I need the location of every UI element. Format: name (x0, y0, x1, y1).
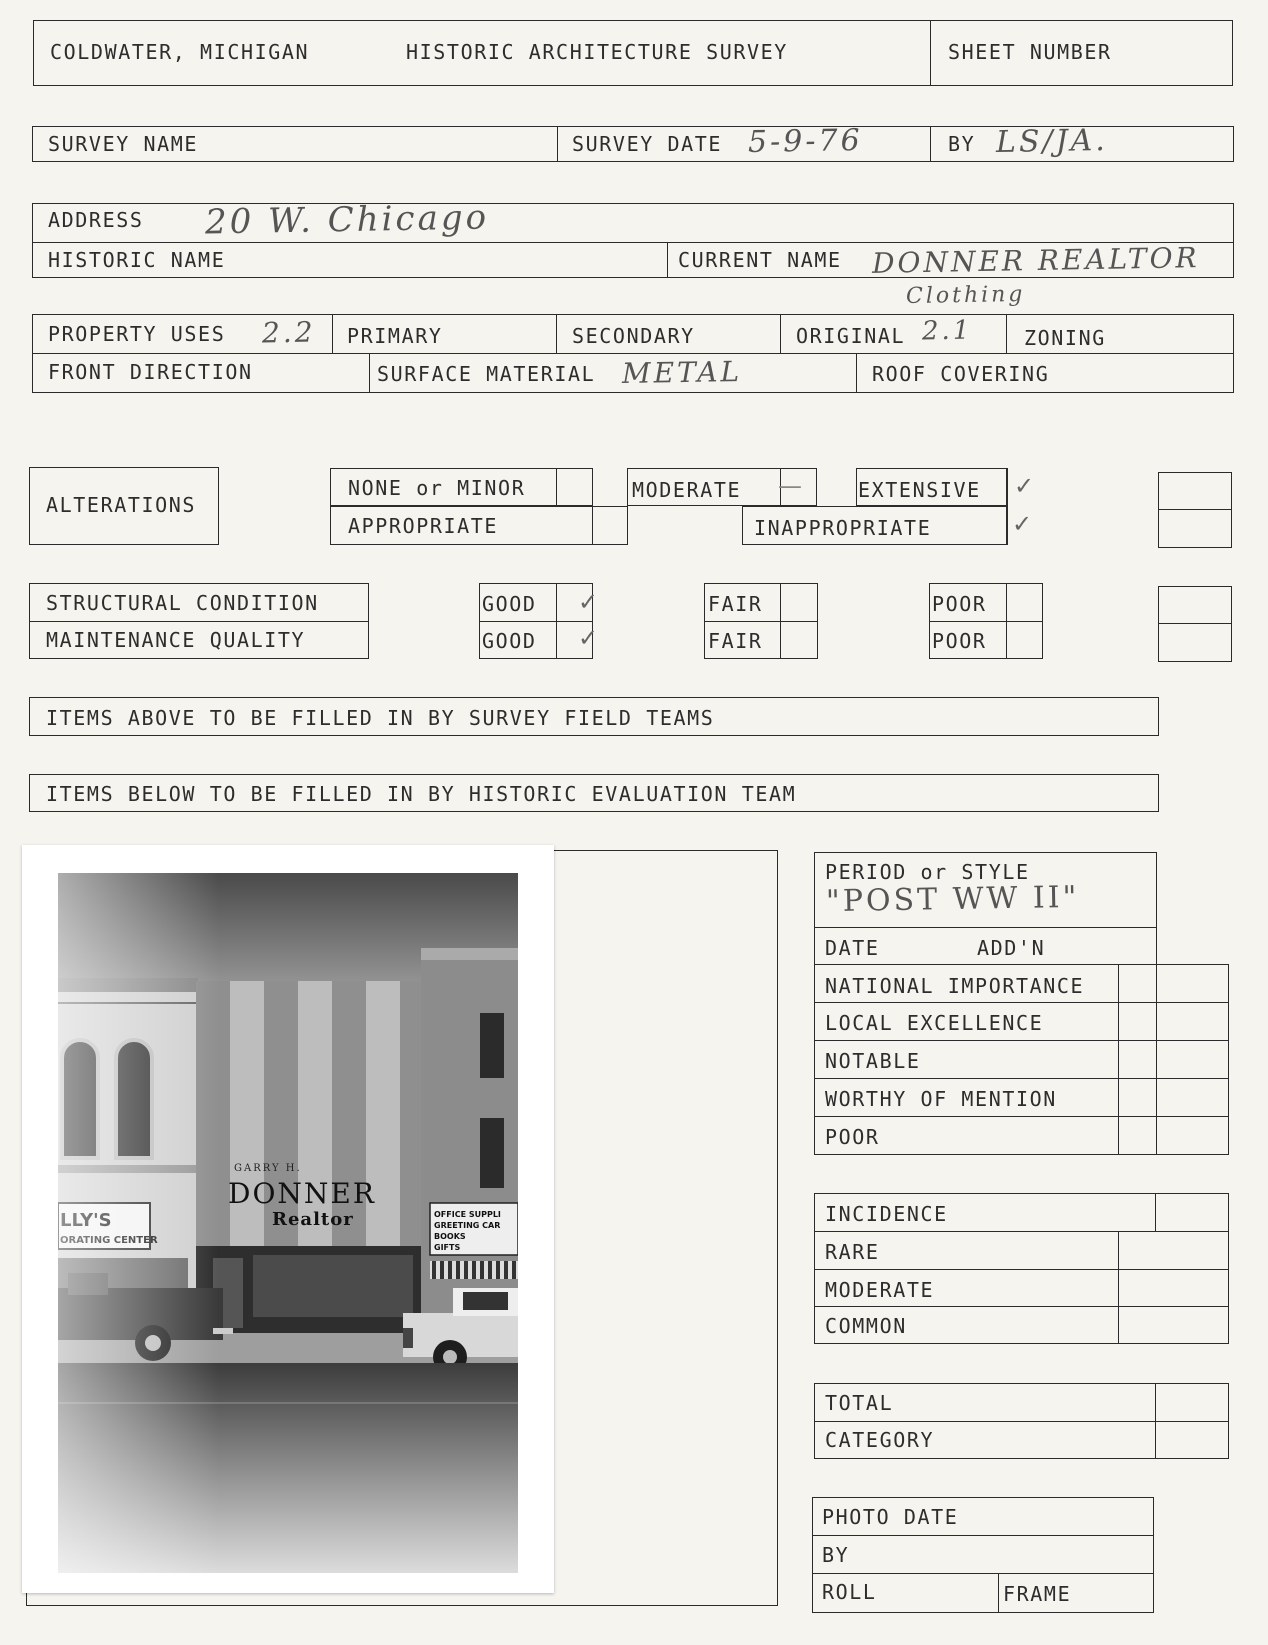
incidence-moderate: MODERATE (825, 1278, 935, 1302)
current-name-note: Clothing (905, 281, 1026, 310)
incidence-common: COMMON (825, 1314, 907, 1338)
incidence-cap (1155, 1193, 1156, 1231)
poor-check-divider (1006, 583, 1007, 659)
front-direction-label: FRONT DIRECTION (48, 360, 253, 384)
period-style-label: PERIOD or STYLE (825, 860, 1030, 884)
incidence-rare: RARE (825, 1240, 880, 1264)
alt-none-check-divider (556, 468, 557, 506)
survey-divider-2 (930, 126, 931, 162)
incidence-line-2 (814, 1269, 1229, 1270)
uses-div-3 (780, 314, 781, 353)
eval-line-3 (814, 1002, 1229, 1003)
condition-score-divider (1158, 623, 1232, 624)
alt-appropriate-label: APPROPRIATE (348, 514, 499, 538)
address-value: 20 W. Chicago (204, 197, 490, 243)
structural-good-label: GOOD (482, 592, 537, 616)
photo-image (58, 873, 518, 1573)
eval-score-col (1118, 964, 1119, 1154)
eval-line-1 (814, 927, 1157, 928)
totals-score-col (1155, 1383, 1156, 1459)
eval-national-importance: NATIONAL IMPORTANCE (825, 974, 1085, 998)
total-label: TOTAL (825, 1391, 894, 1415)
condition-score-box (1158, 586, 1232, 662)
sheet-number-label: SHEET NUMBER (948, 40, 1112, 64)
roll-label: ROLL (822, 1580, 877, 1604)
survey-divider-1 (557, 126, 558, 162)
maintenance-poor-label: POOR (932, 629, 987, 653)
good-check-divider (556, 583, 557, 659)
survey-by-label: BY (948, 132, 976, 156)
secondary-label: SECONDARY (572, 324, 695, 348)
uses-div-1 (332, 314, 333, 353)
alt-score-divider (1158, 509, 1232, 510)
header-title: HISTORIC ARCHITECTURE SURVEY (406, 40, 788, 64)
condition-labels-divider (29, 621, 369, 622)
eval-poor: POOR (825, 1125, 880, 1149)
building-photograph (22, 845, 554, 1593)
identity-divider-v (667, 242, 668, 278)
incidence-line-1 (814, 1231, 1229, 1232)
photo-info-line-2 (812, 1573, 1154, 1574)
photo-date-label: PHOTO DATE (822, 1505, 959, 1529)
zoning-label: ZONING (1024, 326, 1106, 350)
alt-moderate-label: MODERATE (632, 478, 742, 502)
original-value: 2.1 (921, 315, 973, 347)
structural-condition-label: STRUCTURAL CONDITION (46, 591, 319, 615)
eval-local-excellence: LOCAL EXCELLENCE (825, 1011, 1044, 1035)
property-uses-value: 2.2 (261, 315, 316, 350)
alt-inappropriate-label: INAPPROPRIATE (754, 516, 932, 540)
address-label: ADDRESS (48, 208, 144, 232)
surface-material-label: SURFACE MATERIAL (377, 362, 596, 386)
uses-div-4 (1006, 314, 1007, 353)
survey-date-label: SURVEY DATE (572, 132, 723, 156)
property-uses-label: PROPERTY USES (48, 322, 226, 346)
alt-appropriate-check-divider (592, 506, 593, 545)
current-name-label: CURRENT NAME (678, 248, 842, 272)
alterations-label: ALTERATIONS (46, 493, 197, 517)
period-style-value: "POST WW II" (825, 879, 1080, 920)
uses-div-6 (856, 353, 857, 393)
addn-label: ADD'N (977, 936, 1046, 960)
date-label: DATE (825, 936, 880, 960)
alt-extensive-check-divider (1006, 468, 1007, 506)
incidence-score-col (1118, 1231, 1119, 1344)
alt-score-box (1158, 472, 1232, 548)
eval-line-2 (814, 964, 1229, 965)
alt-inappropriate-check: ✓ (1012, 510, 1033, 538)
eval-line-7 (814, 1154, 1229, 1155)
eval-line-6 (814, 1116, 1229, 1117)
survey-date-value: 5-9-76 (747, 123, 863, 160)
alt-extensive-label: EXTENSIVE (858, 478, 981, 502)
eval-score-right (1228, 964, 1229, 1154)
incidence-line-3 (814, 1306, 1229, 1307)
maintenance-quality-label: MAINTENANCE QUALITY (46, 628, 306, 652)
uses-divider-h (32, 353, 1234, 354)
alt-moderate-mark: — (778, 472, 802, 500)
frame-label: FRAME (1003, 1582, 1072, 1606)
photo-area-top-edge (554, 850, 778, 851)
survey-by-value: LS/JA. (995, 123, 1109, 160)
photo-info-frame-divider (998, 1573, 999, 1613)
header-location: COLDWATER, MICHIGAN (50, 40, 310, 64)
eval-worthy-of-mention: WORTHY OF MENTION (825, 1087, 1057, 1111)
current-name-value: DONNER REALTOR (871, 241, 1200, 280)
historic-name-label: HISTORIC NAME (48, 248, 226, 272)
alt-inappropriate-check-divider (1006, 506, 1007, 545)
eval-notable: NOTABLE (825, 1049, 921, 1073)
original-label: ORIGINAL (796, 324, 906, 348)
uses-div-2 (556, 314, 557, 353)
items-below-note: ITEMS BELOW TO BE FILLED IN BY HISTORIC EVALUATION TEAM (46, 782, 797, 806)
maintenance-good-label: GOOD (482, 629, 537, 653)
roof-covering-label: ROOF COVERING (872, 362, 1050, 386)
items-above-note: ITEMS ABOVE TO BE FILLED IN BY SURVEY FIELD TEAMS (46, 706, 715, 730)
category-label: CATEGORY (825, 1428, 935, 1452)
eval-line-5 (814, 1078, 1229, 1079)
structural-poor-label: POOR (932, 592, 987, 616)
surface-material-value: METAL (621, 354, 743, 391)
survey-name-label: SURVEY NAME (48, 132, 199, 156)
incidence-label: INCIDENCE (825, 1202, 948, 1226)
eval-line-4 (814, 1040, 1229, 1041)
photo-info-line-1 (812, 1535, 1154, 1536)
structural-fair-label: FAIR (708, 592, 763, 616)
uses-div-5 (369, 353, 370, 393)
fair-check-divider (780, 583, 781, 659)
header-divider (930, 20, 931, 86)
good-divider (479, 621, 593, 622)
photo-by-label: BY (822, 1543, 850, 1567)
alt-extensive-check: ✓ (1014, 472, 1035, 500)
maintenance-good-check: ✓ (578, 624, 599, 652)
fair-divider (704, 621, 818, 622)
alt-none-label: NONE or MINOR (348, 476, 526, 500)
maintenance-fair-label: FAIR (708, 629, 763, 653)
totals-divider (814, 1421, 1229, 1422)
poor-divider (929, 621, 1043, 622)
structural-good-check: ✓ (578, 588, 599, 616)
primary-label: PRIMARY (347, 324, 443, 348)
